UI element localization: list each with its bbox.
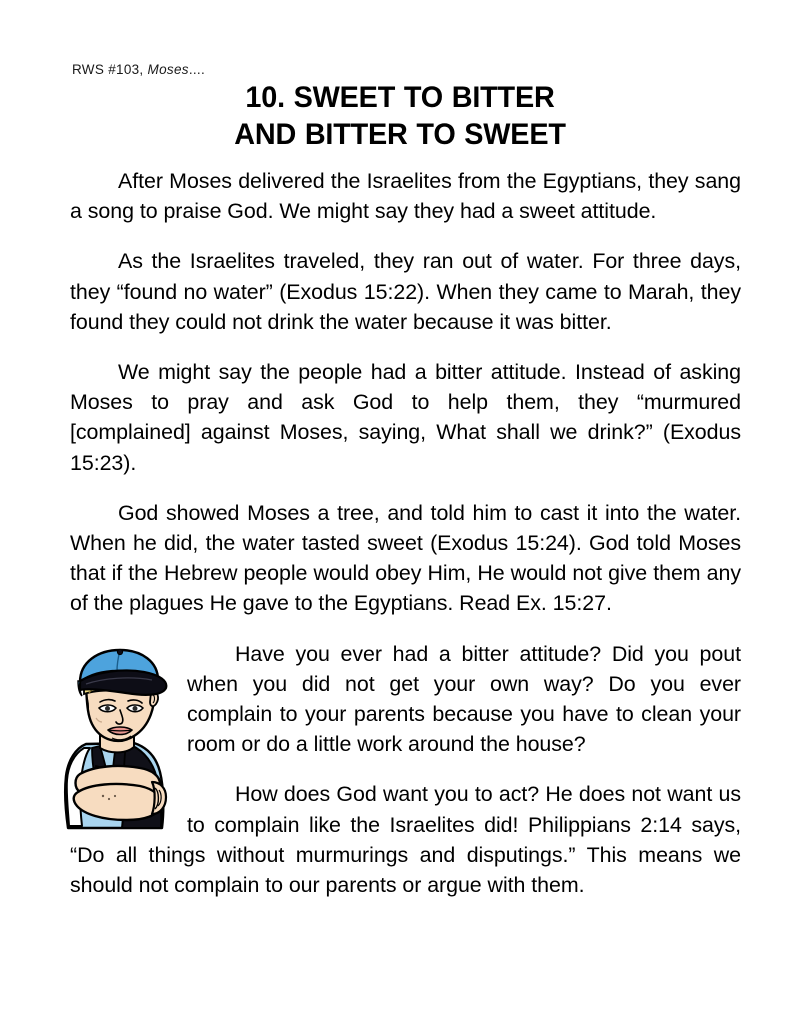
body-text [70, 166, 741, 900]
paragraph-5: Have you ever had a bitter attitude? Did you pout when you did not get your own way? Do you ever complain to your parents because you have to clean your room or do a little work around the house? [187, 641, 741, 757]
page-title [0, 80, 800, 153]
title-line-1: 10. SWEET TO BITTER [245, 81, 555, 114]
running-head-suffix: .... [188, 62, 206, 77]
running-head [72, 62, 205, 77]
paragraph-2: As the Israelites traveled, they ran out of water. For three days, they “found no water” (Exodus 15:22). When they came to Marah, they found they could not drink the water because it was bitter. [70, 249, 741, 334]
paragraph-4: God showed Moses a tree, and told him to cast it into the water. When he did, the water tasted sweet (Exodus 15:24). God told Moses that if the Hebrew people would obey Him, He would not give them any of the plagues He gave to the Egyptians. Read Ex. 15:27. [70, 500, 741, 616]
illustration-text-wrap-spacer [70, 641, 175, 813]
running-head-title: Moses [147, 62, 189, 77]
paragraph-3: We might say the people had a bitter attitude. Instead of asking Moses to pray and ask God to help them, they “murmured [complained] against Moses, saying, What shall we drink?” (Exodus 15:23). [70, 360, 741, 475]
title-line-2: AND BITTER TO SWEET [234, 117, 566, 151]
paragraph-6: How does God want you to act? He does not want us to complain like the Israelites did! Philippians 2:14 says, “Do all things without murmurings and disputings.” This means we should not complain to our parents or argue with them. [70, 782, 741, 898]
running-head-prefix: RWS #103, [72, 62, 148, 77]
paragraph-1: After Moses delivered the Israelites from the Egyptians, they sang a song to praise God. We might say they had a sweet attitude. [70, 169, 741, 224]
